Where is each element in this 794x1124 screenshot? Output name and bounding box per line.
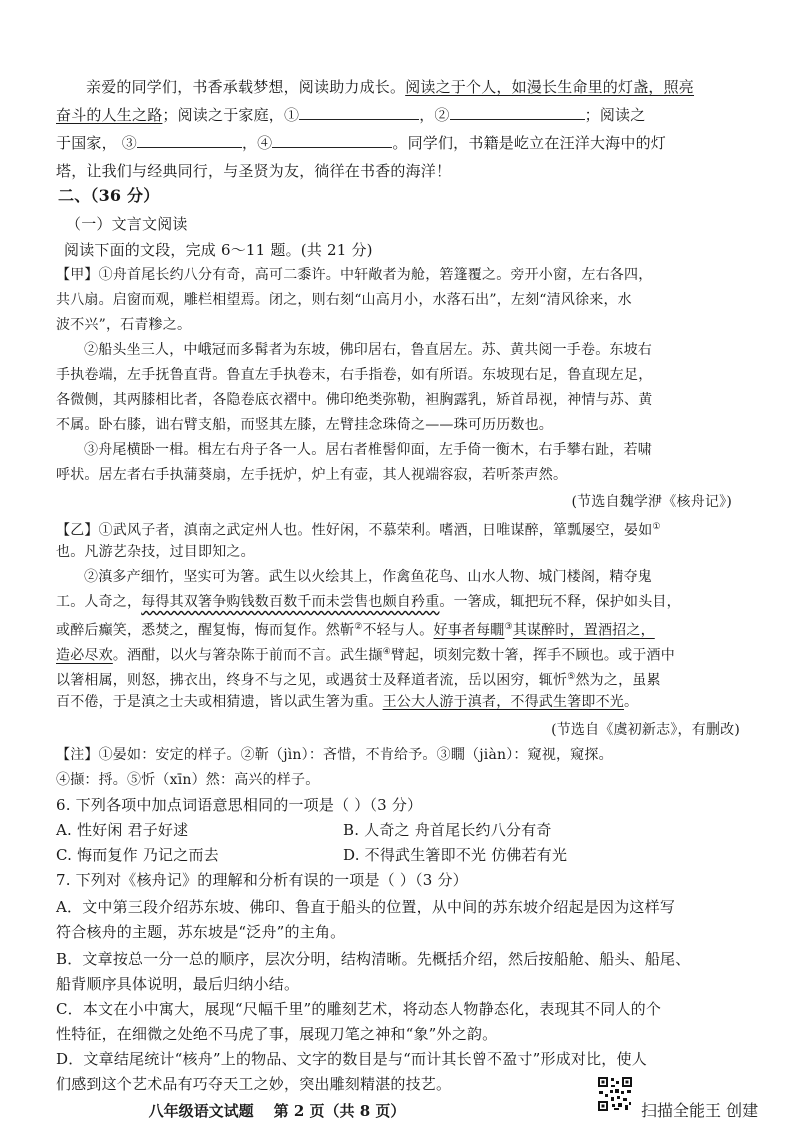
jia-line: 手执卷端，左手抚鲁直背。鲁直左手执卷末，右手指卷，如有所语。东坡现右足，鲁直现左足， <box>56 367 653 383</box>
yi-text: 。酒酣，以火与箸杂陈于前而不言。武生撷 <box>112 647 383 664</box>
note-marker: ⑤ <box>567 672 576 682</box>
intro-underlined: 阅读之于个人，如漫长生命里的灯盏，照亮 <box>405 78 695 96</box>
blank-3[interactable] <box>137 131 242 148</box>
jia-source: (节选自魏学洢《核舟记》) <box>571 494 732 510</box>
yi-line <box>56 588 746 616</box>
yi-text: 然为之，虽累 <box>575 672 661 689</box>
q6-option-b[interactable]: B. 人奇之 舟首尾长约八分有奇 <box>343 821 552 839</box>
intro-text: 塔，让我们与经典同行，与圣贤为友，徜徉在书香的海洋！ <box>56 162 452 180</box>
q6-option-d[interactable]: D. 不得武生箸即不光 仿佛若有光 <box>343 846 568 864</box>
note-marker: ① <box>652 522 661 532</box>
yi-line: ②滇多产细竹，坚实可为箸。武生以火绘其上，作禽鱼花鸟、山水人物、城门楼阁，精夺鬼 <box>84 569 652 585</box>
intro-text: ，② <box>419 106 450 124</box>
jia-line: 各微侧，其两膝相比者，各隐卷底衣褶中。佛印绝类弥勒，袒胸露乳，矫首昂视，神情与苏、黄 <box>56 392 653 408</box>
jia-line: ②船头坐三人，中峨冠而多髯者为东坡，佛印居右，鲁直居左。苏、黄共阅一手卷。东坡右 <box>84 342 652 358</box>
blank-1[interactable] <box>299 103 419 120</box>
section-title: 二、（36 分） <box>58 186 160 205</box>
jia-line: 共八扇。启窗而观，雕栏相望焉。闭之，则右刻“山高月小，水落石出”，左刻“清风徐来，水 <box>56 292 632 308</box>
yi-text: 以箸相属，则怒，拂衣出，终身不与之见，或遇贫士及释道者流，岳以困穷，辄忻 <box>56 672 568 689</box>
scanner-brand: 扫描全能王 创建 <box>641 1101 759 1120</box>
yi-text: 。一箸成，辄把玩不释，保护如头目， <box>439 594 681 610</box>
intro-text: ；阅读之 <box>584 106 646 124</box>
yi-line <box>56 688 746 716</box>
qr-code-icon <box>597 1076 633 1112</box>
intro-line-2 <box>56 101 746 129</box>
q6-stem: 6. 下列各项中加点词语意思相同的一项是（ ）（3 分） <box>56 796 423 814</box>
yi-underlined: 王公大人游于滇者，不得武生箸即不光 <box>382 694 625 710</box>
jia-line: 呼状。居左者右手执蒲葵扇，左手抚炉，炉上有壶，其人视端容寂，若听茶声然。 <box>56 467 568 483</box>
instruction: 阅读下面的文段，完成 6～11 题。(共 21 分) <box>64 241 373 259</box>
q7-option-b-cont: 船背顺序具体说明，最后归纳小结。 <box>56 975 300 993</box>
intro-text: 于国家， ③ <box>56 134 137 152</box>
intro-text: ；阅读之于家庭，① <box>162 106 300 124</box>
q7-option-c-cont: 性特征，在细微之处绝不马虎了事，展现刀笔之神和“象”外之韵。 <box>56 1025 498 1043</box>
q7-stem: 7. 下列对《核舟记》的理解和分析有误的一项是（ ）（3 分） <box>56 871 468 889</box>
intro-text: 。同学们，书籍是屹立在汪洋大海中的灯 <box>392 134 666 152</box>
blank-2[interactable] <box>450 103 585 120</box>
q6-option-c[interactable]: C. 悔而复作 乃记之而去 <box>56 846 219 864</box>
blank-4[interactable] <box>272 131 392 148</box>
q7-option-d[interactable]: D．文章结尾统计“核舟”上的物品、文字的数目是与“而计其长曾不盈寸”形成对比，使人 <box>56 1050 647 1068</box>
note-marker: ② <box>354 622 363 632</box>
yi-text: 或醉后癫笑，悉焚之，醒复悔，悔而复作。然靳 <box>56 622 355 639</box>
jia-line: 不属。卧右膝，诎右臂支船，而竖其左膝，左臂挂念珠倚之——珠可历历数也。 <box>56 417 553 433</box>
q7-option-d-cont: 们感到这个艺术品有巧夺天工之妙，突出雕刻精湛的技艺。 <box>56 1075 452 1093</box>
intro-line-4 <box>56 157 746 185</box>
jia-line: 波不兴”，石青糁之。 <box>56 317 192 333</box>
yi-text: 工。人奇之， <box>56 594 142 610</box>
q7-option-b[interactable]: B．文章按总一分一总的顺序，层次分明，结构清晰。先概括介绍，然后按船舱、船头、船尾、 <box>56 950 691 968</box>
yi-text: 【乙】①武风子者，滇南之武定州人也。性好闲，不慕荣利。嗜酒，日唯谋醉，箪瓢屡空，晏如 <box>56 522 653 539</box>
footer-page-number: 第 2 页（共 8 页） <box>273 1102 406 1120</box>
yi-text: 不轻与人。 <box>362 622 434 639</box>
q6-option-a[interactable]: A. 性好闲 君子好逑 <box>56 821 189 839</box>
jia-line: 【甲】①舟首尾长约八分有奇，高可二黍许。中轩敞者为舱，箬篷覆之。旁开小窗，左右各四， <box>56 267 653 283</box>
yi-text: 臂起，顷刻完数十箸，挥手不顾也。或于酒中 <box>390 647 675 664</box>
yi-line: 也。凡游艺杂技，过目即知之。 <box>56 544 255 560</box>
intro-text: ，④ <box>241 134 273 152</box>
yi-wavy: 每得其双箸争购钱数百数千而未尝售也颇自矜重 <box>141 594 440 610</box>
yi-text: 百不倦，于是滇之士夫或相猜遗，皆以武生箸为重。 <box>56 694 383 710</box>
yi-source: (节选自《虞初新志》，有删改) <box>551 722 740 738</box>
intro-underlined: 奋斗的人生之路 <box>56 106 163 124</box>
yi-underlined: 造必尽欢 <box>56 647 113 664</box>
q7-option-a[interactable]: A．文中第三段介绍苏东坡、佛印、鲁直于船头的位置，从中间的苏东坡介绍起是因为这样写 <box>56 898 676 916</box>
section-subtitle: （一）文言文阅读 <box>66 215 188 233</box>
yi-underlined: 其谋醉时，置酒招之， <box>512 622 655 639</box>
intro-line-1 <box>56 73 746 101</box>
jia-line: ③舟尾横卧一楫。楫左右舟子各一人。居右者椎髻仰面，左手倚一衡木，右手攀右趾，若啸 <box>84 442 652 458</box>
yi-underlined: 好事者每瞯 <box>433 622 505 639</box>
note-marker: ③ <box>504 622 513 632</box>
yi-text: 。 <box>624 694 639 710</box>
note-line: ④撷：捋。⑤忻（xīn）然：高兴的样子。 <box>56 772 320 788</box>
footer-title: 八年级语文试题 <box>148 1102 254 1120</box>
page-footer <box>0 1100 674 1121</box>
note-marker: ④ <box>382 647 391 657</box>
note-line: 【注】①晏如：安定的样子。②靳（jìn）：吝惜，不肯给予。③瞯（jiàn）：窥视，窥探。 <box>56 747 613 763</box>
q7-option-c[interactable]: C．本文在小中寓大，展现“尺幅千里”的雕刻艺术，将动态人物静态化，表现其不同人的个 <box>56 1000 662 1018</box>
q7-option-a-cont: 符合核舟的主题，苏东坡是“泛舟”的主角。 <box>56 923 346 941</box>
intro-line-3 <box>56 129 746 157</box>
intro-text: 亲爱的同学们，书香承载梦想，阅读助力成长。 <box>86 78 406 96</box>
